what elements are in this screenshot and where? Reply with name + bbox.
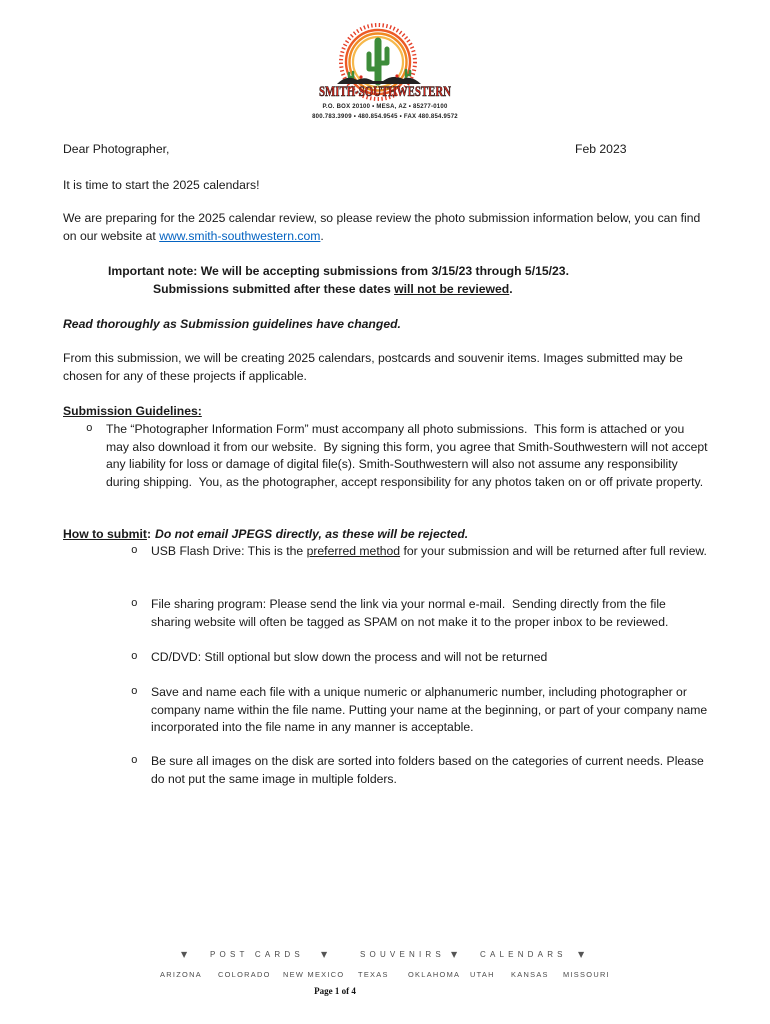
footer-state: MISSOURI [563, 970, 610, 979]
guidelines-heading: Submission Guidelines: [63, 404, 202, 418]
submit-item [131, 649, 708, 667]
flower-dot [359, 75, 362, 78]
important-note-end: . [509, 282, 513, 296]
footer-state: TEXAS [358, 970, 389, 979]
triangle-down-icon: ▼ [181, 950, 188, 959]
footer-state: UTAH [470, 970, 495, 979]
bullet-marker: o [86, 423, 93, 435]
intro-paragraph [63, 210, 708, 245]
important-note-text: Submissions submitted after these dates [153, 282, 395, 296]
how-to-submit-colon: : [146, 527, 152, 541]
how-to-submit-heading: How to submit [63, 527, 147, 541]
bullet-marker: o [131, 545, 138, 557]
footer-state: KANSAS [511, 970, 549, 979]
company-logo [305, 22, 465, 102]
preferred-method-emphasis: preferred method [306, 544, 401, 558]
submit-item-file-sharing: File sharing program: Please send the link via your normal e-mail. Sending directly from the file sharing website will often be tagged as SPAM on not make it to the proper inbox to be reviewed. [151, 597, 670, 629]
how-to-submit-warning: Do not email JPEGS directly, as these will be rejected. [155, 527, 469, 541]
intro-text: We are preparing for the 2025 calendar review, so please review the photo submission information below, you can find on our website at [63, 211, 704, 243]
opening-line: It is time to start the 2025 calendars! [63, 178, 260, 192]
important-note-line-2 [153, 281, 513, 299]
logo-wordmark: SMITH-SOUTHWESTERN [319, 84, 452, 100]
footer-product-souvenirs: SOUVENIRS [360, 950, 445, 959]
letterhead-phone: 800.783.3909 • 480.854.9545 • FAX 480.854.9572 [312, 114, 458, 120]
submit-item [131, 543, 708, 561]
submit-item [131, 684, 711, 737]
submit-item [131, 596, 708, 631]
website-link[interactable]: www.smith-southwestern.com [159, 228, 321, 243]
page-number: Page 1 of 4 [314, 986, 356, 996]
letter-date: Feb 2023 [575, 142, 627, 156]
submit-item [131, 753, 708, 788]
letterhead-address: P.O. BOX 20100 • MESA, AZ • 85277-0100 [322, 104, 448, 110]
purpose-paragraph: From this submission, we will be creating 2025 calendars, postcards and souvenir items. Images submitted may be chosen for any of these projects if applicable. [63, 351, 687, 383]
intro-end: . [320, 228, 324, 243]
submit-item-usb-end: for your submission and will be returned after full review. [400, 544, 707, 558]
how-to-submit-line [63, 526, 468, 544]
triangle-down-icon: ▼ [578, 950, 585, 959]
footer-state: COLORADO [218, 970, 271, 979]
important-note-emphasis: will not be reviewed [394, 282, 510, 296]
read-notice: Read thoroughly as Submission guidelines have changed. [63, 317, 401, 331]
submit-item-file-naming: Save and name each file with a unique numeric or alphanumeric number, including photographer or company name within the file name. Putting your name at the beginning, or part of your company name incorporated into the file name in any manner is acceptable. [151, 685, 711, 734]
bullet-marker: o [131, 598, 138, 610]
bullet-marker: o [131, 755, 138, 767]
submit-item-text [151, 543, 708, 561]
submit-item-usb: USB Flash Drive: This is the [151, 544, 307, 558]
submit-item-folders: Be sure all images on the disk are sorted into folders based on the categories of current needs. Please do not put the same image in multiple folders. [151, 754, 708, 786]
guideline-text: The “Photographer Information Form” must accompany all photo submissions. This form is attached or you may also download it from our website. By signing this form, you agree that Smith-Southwestern will not accept any liability for loss or damage of digital file(s). Smith-Southwestern will also not assume any responsibility during shipping. You, as the photographer, accept responsibility for any photos taken on or off private property. [106, 422, 711, 489]
footer-state: ARIZONA [160, 970, 202, 979]
triangle-down-icon: ▼ [321, 950, 328, 959]
triangle-down-icon: ▼ [451, 950, 458, 959]
salutation: Dear Photographer, [63, 142, 170, 156]
footer-product-postcards: POST CARDS [210, 950, 304, 959]
footer-state: OKLAHOMA [408, 970, 461, 979]
bullet-marker: o [131, 686, 138, 698]
flower-dot [395, 74, 398, 77]
footer-state: NEW MEXICO [283, 970, 345, 979]
footer-product-calendars: CALENDARS [480, 950, 567, 959]
submit-item-cd-dvd: CD/DVD: Still optional but slow down the process and will not be returned [151, 650, 548, 664]
important-note-line-1: Important note: We will be accepting submissions from 3/15/23 through 5/15/23. [108, 264, 569, 278]
guideline-item [86, 421, 711, 491]
bullet-marker: o [131, 651, 138, 663]
